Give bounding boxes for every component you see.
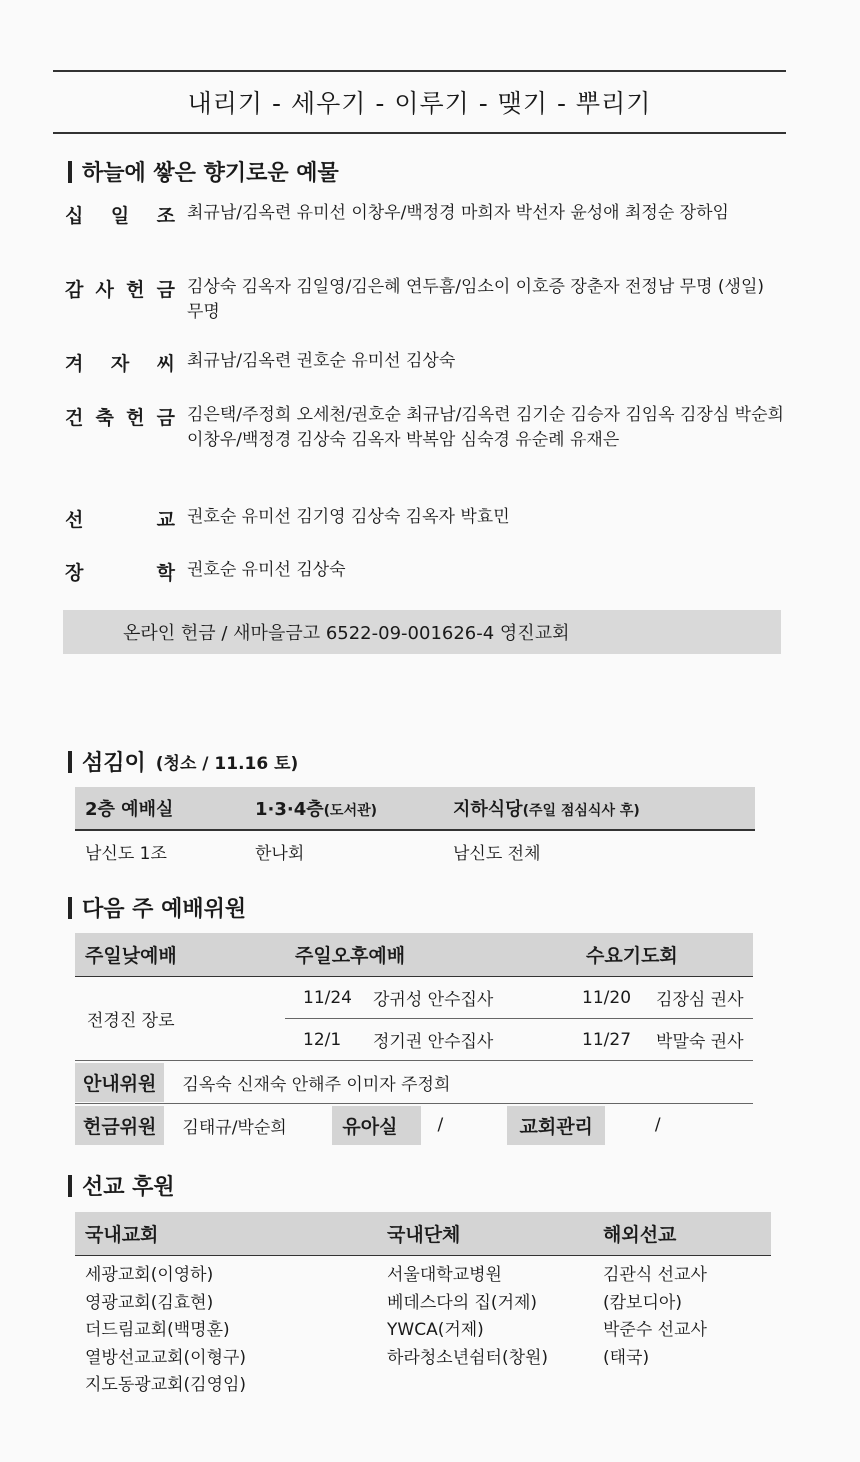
cleaning-table — [75, 787, 755, 872]
name-cell: 강귀성 안수집사 — [367, 977, 576, 1019]
name-cell: 박말숙 권사 — [650, 1019, 753, 1061]
offering-names: 권호순 유미선 김기영 김상숙 김옥자 박효민 — [187, 507, 510, 527]
table-cell: 남신도 전체 — [453, 844, 541, 864]
church-management-label: 교회관리 — [507, 1106, 604, 1145]
offering-names: 최규남/김옥련 유미선 이창우/백정경 마희자 박선자 윤성애 최정순 장하임 — [187, 203, 729, 223]
table-cell: 한나회 — [255, 844, 305, 864]
col-header: 2층 예배실 — [75, 787, 245, 830]
offering-row-mission — [65, 505, 785, 532]
offering-committee-names: 김태규/박순희 — [182, 1117, 287, 1138]
list-item: 열방선교교회(이형구) — [85, 1347, 247, 1368]
missions-table — [75, 1212, 771, 1402]
table-cell: 남신도 1조 — [85, 844, 167, 864]
title-bar — [68, 161, 72, 183]
offering-label: 건 축 헌 금 — [65, 407, 177, 429]
offering-label: 겨 자 씨 — [65, 353, 177, 375]
date-cell: 12/1 — [285, 1019, 367, 1061]
nursery-value: / — [437, 1115, 444, 1135]
col-header: 주일오후예배 — [285, 933, 576, 977]
col-header: 국내단체 — [377, 1212, 593, 1256]
list-item: 영광교회(김효현) — [85, 1292, 214, 1313]
offering-names: 권호순 유미선 김상숙 — [187, 560, 346, 580]
offering-names: 김은택/주정희 오세천/권호순 최규남/김옥련 김기순 김승자 김임옥 김장심 박순희 이창우/백정경 김상숙 김옥자 박복암 심숙경 유순례 유재은 — [187, 405, 784, 450]
worship-title: 다음 주 예배위원 — [68, 892, 246, 923]
title-bar — [68, 897, 72, 919]
offering-row-tithe — [65, 201, 785, 228]
name-cell: 정기권 안수집사 — [367, 1019, 576, 1061]
offering-row-mustard — [65, 349, 785, 376]
domestic-churches — [75, 1256, 377, 1402]
offering-row-building — [65, 403, 785, 453]
col-header: 수요기도회 — [576, 933, 753, 977]
list-item: (캄보디아) — [603, 1292, 682, 1313]
col-header: 해외선교 — [593, 1212, 771, 1256]
offerings-title: 하늘에 쌓은 향기로운 예물 — [68, 156, 339, 187]
worship-leader: 전경진 장로 — [75, 977, 285, 1061]
list-item: 지도동광교회(김영임) — [85, 1375, 247, 1395]
list-item: 베데스다의 집(거제) — [387, 1292, 538, 1313]
offering-row-thanks — [65, 275, 785, 325]
overseas-missions — [593, 1256, 771, 1402]
offering-names: 김상숙 김옥자 김일영/김은혜 연두흠/임소이 이호증 장춘자 전정남 무명 (생일) 무명 — [187, 277, 765, 322]
list-item: 서울대학교병원 — [387, 1265, 502, 1285]
nursery-label: 유아실 — [332, 1106, 421, 1145]
title-bar — [68, 751, 72, 773]
list-item: 김관식 선교사 — [603, 1265, 707, 1285]
col-header: 국내교회 — [75, 1212, 377, 1256]
list-item: 하라청소년쉼터(창원) — [387, 1347, 549, 1368]
offering-label: 장 학 — [65, 562, 177, 584]
list-item: (태국) — [603, 1347, 650, 1368]
church-management-value: / — [654, 1115, 661, 1135]
col-header: 주일낮예배 — [75, 933, 285, 977]
list-item: 박준수 선교사 — [603, 1320, 707, 1340]
guide-row — [75, 1061, 753, 1103]
offering-label: 십 일 조 — [65, 205, 177, 227]
list-item: YWCA(거제) — [387, 1320, 484, 1340]
online-offering-info: 온라인 헌금 / 새마을금고 6522-09-001626-4 영진교회 — [63, 610, 781, 654]
offering-committee-label: 헌금위원 — [75, 1106, 164, 1145]
offering-row-scholarship — [65, 558, 785, 585]
date-cell: 11/27 — [576, 1019, 650, 1061]
list-item: 세광교회(이영하) — [85, 1265, 214, 1285]
offering-names: 최규남/김옥련 권호순 유미선 김상숙 — [187, 351, 456, 371]
page-header: 내리기 - 세우기 - 이루기 - 맺기 - 뿌리기 — [53, 70, 786, 134]
col-header: 1·3·4층(도서관) — [245, 787, 443, 830]
guide-names: 김옥숙 신재숙 안해주 이미자 주정희 — [182, 1074, 451, 1095]
list-item: 더드림교회(백명훈) — [85, 1320, 230, 1340]
servants-title: 섬김이 (청소 / 11.16 토) — [68, 746, 298, 777]
offering-committee-row — [75, 1104, 753, 1146]
title-bar — [68, 1175, 72, 1197]
domestic-organizations — [377, 1256, 593, 1402]
date-cell: 11/20 — [576, 977, 650, 1019]
name-cell: 김장심 권사 — [650, 977, 753, 1019]
offering-label: 감 사 헌 금 — [65, 279, 177, 301]
missions-title: 선교 후원 — [68, 1170, 175, 1201]
worship-table — [75, 933, 753, 1146]
offering-label: 선 교 — [65, 509, 177, 531]
col-header: 지하식당(주일 점심식사 후) — [443, 787, 755, 830]
date-cell: 11/24 — [285, 977, 367, 1019]
guide-label: 안내위원 — [75, 1063, 164, 1102]
